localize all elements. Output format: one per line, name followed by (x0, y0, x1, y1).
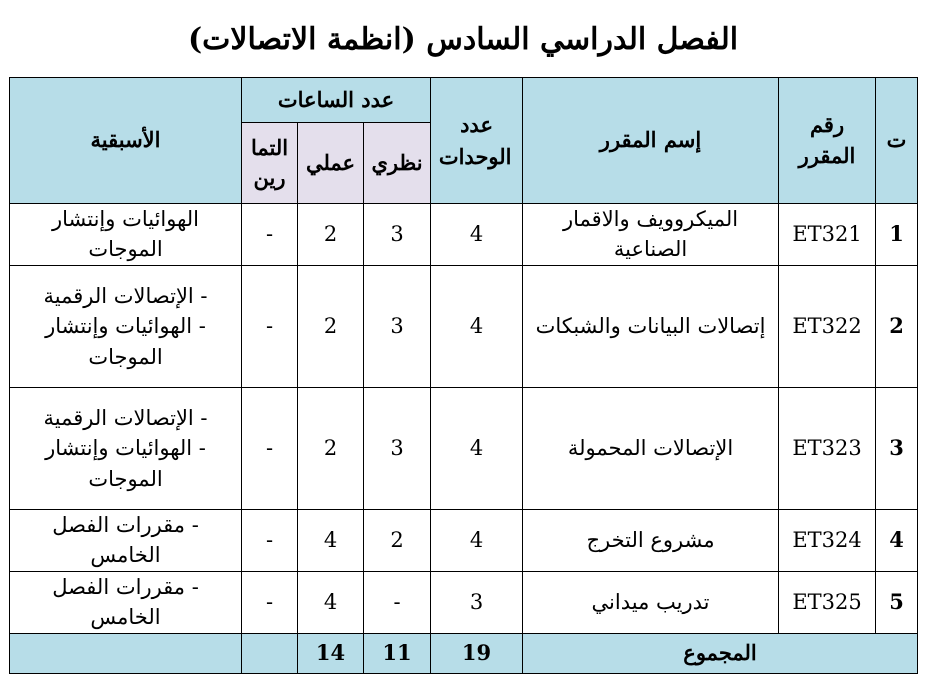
row-practical: 2 (298, 387, 364, 509)
header-num: ت (876, 78, 918, 204)
row-code: ET323 (779, 387, 876, 509)
curriculum-table (9, 77, 918, 674)
row-name: الميكروويف والاقمار الصناعية (523, 204, 779, 266)
row-num: 3 (876, 387, 918, 509)
row-name: مشروع التخرج (523, 509, 779, 571)
totals-exercises (242, 633, 298, 673)
row-exercises: - (242, 387, 298, 509)
header-code: رقم المقرر (779, 78, 876, 204)
row-units: 4 (431, 509, 523, 571)
row-code: ET325 (779, 571, 876, 633)
row-theory: 3 (364, 265, 431, 387)
row-exercises: - (242, 571, 298, 633)
row-theory: 3 (364, 387, 431, 509)
row-num: 2 (876, 265, 918, 387)
row-practical: 2 (298, 265, 364, 387)
totals-row (10, 633, 918, 673)
prereq-item: الهوائيات وإنتشار الموجات (51, 207, 200, 262)
totals-practical: 14 (298, 633, 364, 673)
row-theory: 3 (364, 204, 431, 266)
table-row (10, 387, 918, 509)
row-code: ET321 (779, 204, 876, 266)
row-name: تدريب ميداني (523, 571, 779, 633)
table-row (10, 509, 918, 571)
row-units: 3 (431, 571, 523, 633)
totals-label: المجموع (523, 633, 918, 673)
table-row (10, 265, 918, 387)
row-prereq (10, 204, 242, 266)
prereq-item: - الإتصالات الرقمية (43, 283, 208, 308)
page-title: الفصل الدراسي السادس (انظمة الاتصالات) (187, 22, 739, 57)
header-units (431, 78, 523, 204)
header-hours: عدد الساعات (242, 78, 431, 123)
header-name: إسم المقرر (523, 78, 779, 204)
header-practical: عملي (298, 123, 364, 204)
header-exercises-text: التمارين (250, 134, 289, 190)
row-code: ET324 (779, 509, 876, 571)
row-code: ET322 (779, 265, 876, 387)
row-num: 4 (876, 509, 918, 571)
prereq-item: - الإتصالات الرقمية (43, 405, 208, 430)
row-exercises: - (242, 204, 298, 266)
table-row (10, 204, 918, 266)
prereq-item: - مقررات الفصل الخامس (52, 574, 199, 630)
header-prereq: الأسبقية (10, 78, 242, 204)
row-units: 4 (431, 265, 523, 387)
row-practical: 4 (298, 509, 364, 571)
row-units: 4 (431, 204, 523, 266)
header-units-text: عدد الوحدات (438, 112, 512, 169)
prereq-item: - مقررات الفصل الخامس (52, 512, 199, 568)
totals-prereq-empty (10, 633, 242, 673)
row-num: 1 (876, 204, 918, 266)
row-prereq (10, 265, 242, 387)
header-exercises (242, 123, 298, 204)
row-theory: - (364, 571, 431, 633)
row-exercises: - (242, 509, 298, 571)
row-num: 5 (876, 571, 918, 633)
header-theory: نظري (364, 123, 431, 204)
row-name: إتصالات البيانات والشبكات (523, 265, 779, 387)
row-units: 4 (431, 387, 523, 509)
table-body (10, 204, 918, 674)
row-exercises: - (242, 265, 298, 387)
row-prereq (10, 509, 242, 571)
totals-units: 19 (431, 633, 523, 673)
prereq-item: - الهوائيات وإنتشار الموجات (45, 314, 206, 369)
row-name: الإتصالات المحمولة (523, 387, 779, 509)
row-prereq (10, 571, 242, 633)
row-theory: 2 (364, 509, 431, 571)
row-practical: 2 (298, 204, 364, 266)
row-prereq (10, 387, 242, 509)
prereq-item: - الهوائيات وإنتشار الموجات (45, 436, 206, 491)
table-row (10, 571, 918, 633)
totals-theory: 11 (364, 633, 431, 673)
row-practical: 4 (298, 571, 364, 633)
